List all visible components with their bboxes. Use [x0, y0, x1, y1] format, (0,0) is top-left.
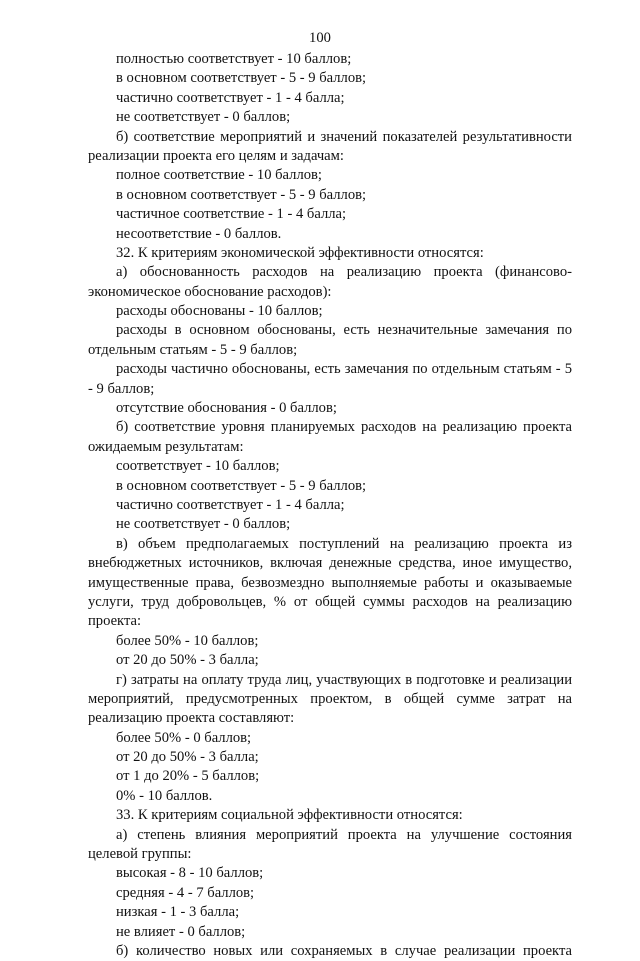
text-line: 32. К критериям экономической эффективности относятся: — [116, 244, 484, 261]
text-line: б) количество новых или сохраняемых в случае реализации проекта — [116, 942, 572, 959]
text-line: низкая - 1 - 3 балла; — [116, 904, 240, 921]
text-line: отсутствие обоснования - 0 баллов; — [116, 400, 337, 417]
text-line: реализации проекта его целям и задачам: — [88, 147, 344, 164]
text-line: г) затраты на оплату труда лиц, участвующих в подготовке и реализации — [116, 671, 572, 688]
text-line: не соответствует - 0 баллов; — [116, 109, 291, 126]
text-line: в основном соответствует - 5 - 9 баллов; — [116, 477, 367, 494]
text-line: от 20 до 50% - 3 балла; — [116, 749, 259, 766]
text-line: 33. К критериям социальной эффективности относятся: — [116, 807, 463, 824]
text-line: в основном соответствует - 5 - 9 баллов; — [116, 186, 367, 203]
text-line: несоответствие - 0 баллов. — [116, 225, 282, 242]
text-line: проекта: — [88, 613, 142, 630]
text-line: б) соответствие уровня планируемых расходов на реализацию проекта — [116, 419, 572, 436]
text-line: от 20 до 50% - 3 балла; — [116, 652, 259, 669]
text-line: внебюджетных источников, включая денежные средства, иное имущество, — [88, 555, 572, 572]
text-line: реализацию проекта составляют: — [88, 710, 295, 727]
text-line: не влияет - 0 баллов; — [116, 923, 246, 940]
text-line: соответствует - 10 баллов; — [116, 458, 280, 475]
text-line: частичное соответствие - 1 - 4 балла; — [116, 206, 347, 223]
text-line: экономическое обоснование расходов): — [88, 283, 332, 300]
text-line: расходы частично обоснованы, есть замечания по отдельным статьям - 5 — [116, 361, 572, 378]
text-line: более 50% - 10 баллов; — [116, 632, 259, 649]
text-line: имущественные права, безвозмездно выполняемые работы и оказываемые — [88, 574, 572, 591]
text-line: от 1 до 20% - 5 баллов; — [116, 768, 260, 785]
text-line: мероприятий, предусмотренных проектом, в общей сумме затрат на — [88, 690, 572, 707]
document-body — [88, 50, 572, 961]
text-line: не соответствует - 0 баллов; — [116, 516, 291, 533]
text-line: целевой группы: — [88, 846, 192, 863]
text-line: полностью соответствует - 10 баллов; — [116, 51, 352, 67]
text-line: частично соответствует - 1 - 4 балла; — [116, 89, 345, 106]
text-line: отдельным статьям - 5 - 9 баллов; — [88, 341, 298, 358]
text-line: 0% - 10 баллов. — [116, 787, 213, 804]
text-line: расходы обоснованы - 10 баллов; — [116, 303, 323, 320]
text-line: в) объем предполагаемых поступлений на реализацию проекта из — [116, 535, 572, 552]
text-line: средняя - 4 - 7 баллов; — [116, 884, 255, 901]
text-line: более 50% - 0 баллов; — [116, 729, 252, 746]
text-line: а) степень влияния мероприятий проекта на улучшение состояния — [116, 826, 572, 843]
text-line: - 9 баллов; — [88, 380, 155, 397]
text-line: расходы в основном обоснованы, есть незначительные замечания по — [116, 322, 572, 339]
text-line: полное соответствие - 10 баллов; — [116, 167, 322, 184]
page-number: 100 — [309, 30, 331, 46]
text-line: высокая - 8 - 10 баллов; — [116, 865, 264, 882]
text-line: а) обоснованность расходов на реализацию проекта (финансово- — [116, 264, 572, 281]
text-line: ожидаемым результатам: — [88, 438, 244, 455]
text-line: б) соответствие мероприятий и значений показателей результативности — [116, 128, 572, 145]
text-line: частично соответствует - 1 - 4 балла; — [116, 496, 345, 513]
text-line: услуги, труд добровольцев, % от общей суммы расходов на реализацию — [88, 593, 572, 610]
text-line: в основном соответствует - 5 - 9 баллов; — [116, 70, 367, 87]
